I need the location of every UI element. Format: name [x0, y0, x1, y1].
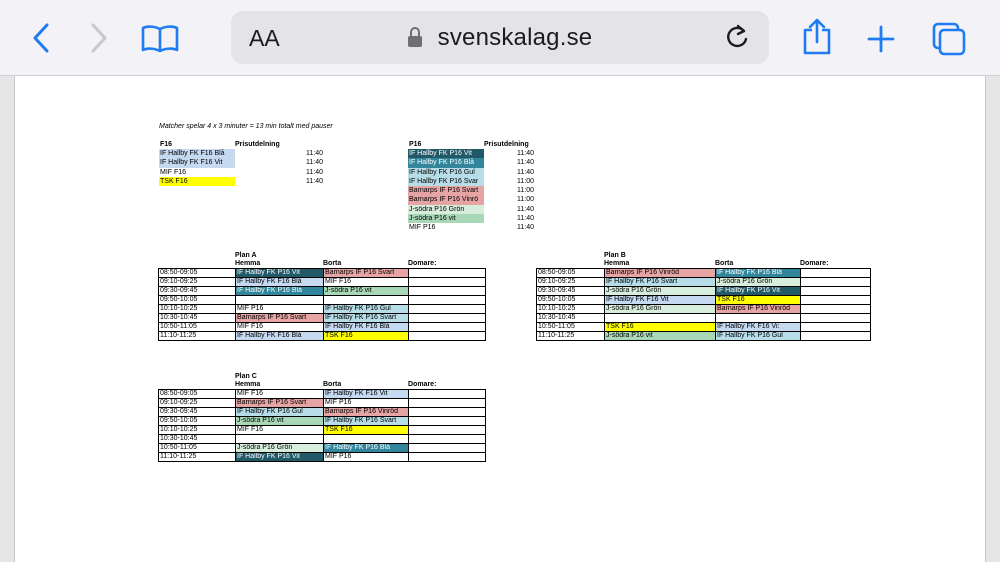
p16-team-name: IF Hallby FK P16 Vit: [408, 149, 484, 158]
back-icon[interactable]: [26, 22, 56, 54]
plan_c-match-row: [159, 444, 486, 453]
match-time: 10:50-11:05: [159, 444, 236, 453]
referee-cell: [409, 305, 486, 314]
p16-prize-time: 11:00: [517, 177, 534, 185]
referee-cell: [801, 287, 871, 296]
home-team: Barnarps IF P16 Svart: [236, 314, 324, 323]
home-team: MIF F16: [236, 390, 324, 399]
plan_a-match-row: [159, 287, 486, 296]
p16-prize-time: 11:40: [517, 168, 534, 176]
away-team: MIF F16: [324, 278, 409, 287]
match-time: 09:30-09:45: [159, 408, 236, 417]
p16-row: [408, 195, 544, 204]
home-team: IF Hallby FK P16 Vit: [236, 269, 324, 278]
f16-header: F16: [160, 141, 173, 148]
plan_b-match-row: [537, 287, 871, 296]
f16-team-name: IF Hallby FK F16 Vit: [159, 158, 235, 167]
plan_a-match-row: [159, 332, 486, 341]
referee-cell: [801, 314, 871, 323]
p16-prize-time: 11:40: [517, 159, 534, 167]
match-note: Matcher spelar 4 x 3 minuter = 13 min totalt med pauser: [159, 123, 333, 130]
referee-cell: [409, 390, 486, 399]
referee-cell: [801, 278, 871, 287]
p16-prize-time: 11:40: [517, 150, 534, 157]
p16-team-name: IF Hallby FK P16 Blå: [408, 158, 484, 167]
home-team: IF Hallby FK F16 Blå: [236, 332, 324, 341]
browser-toolbar: [0, 0, 1000, 76]
p16-row: [408, 214, 544, 223]
referee-cell: [801, 296, 871, 305]
p16-prize-header: Prisutdelning: [484, 141, 529, 148]
home-team: J-södra P16 Grön: [236, 444, 324, 453]
p16-team-name: J-södra P16 vit: [408, 214, 484, 223]
reload-icon[interactable]: [723, 23, 751, 56]
match-time: 09:10-09:25: [159, 399, 236, 408]
plan-a-title: Plan A: [235, 252, 257, 259]
home-team: J-södra P16 vit: [605, 332, 716, 341]
away-team: IF Hallby FK F16 Vi:: [716, 323, 801, 332]
away-team: TSK F16: [716, 296, 801, 305]
f16-row: [159, 158, 323, 167]
match-time: 09:10-09:25: [159, 278, 236, 287]
p16-row: [408, 223, 544, 232]
away-team: IF Hallby FK P16 Blå: [324, 444, 409, 453]
plan_b-match-row: [537, 332, 871, 341]
away-team: [324, 296, 409, 305]
away-team: IF Hallby FK P16 Gul: [324, 305, 409, 314]
url-text: svenskalag.se: [437, 24, 593, 51]
referee-cell: [801, 305, 871, 314]
referee-cell: [409, 408, 486, 417]
home-team: Barnarps IF P16 Svart: [236, 399, 324, 408]
f16-team-name: MIF F16: [159, 168, 235, 177]
home-team: J-södra P16 Grön: [605, 305, 716, 314]
referee-cell: [409, 269, 486, 278]
plan_b-match-row: [537, 314, 871, 323]
match-time: 10:30-10:45: [537, 314, 605, 323]
f16-prize-time: 11:40: [306, 177, 323, 185]
plan_b-match-row: [537, 305, 871, 314]
referee-cell: [409, 435, 486, 444]
match-time: 10:50-11:05: [537, 323, 605, 332]
new-tab-icon[interactable]: [864, 22, 898, 56]
plan_b-match-row: [537, 278, 871, 287]
plan-b-home-header: Hemma: [604, 260, 630, 267]
away-team: MIF P16: [324, 453, 409, 462]
plan-c-schedule: [158, 372, 486, 462]
home-team: IF Hallby FK P16 Svart: [605, 278, 716, 287]
plan-a-table: [158, 268, 486, 341]
match-time: 10:30-10:45: [159, 435, 236, 444]
home-team: IF Hallby FK F16 Blå: [236, 278, 324, 287]
p16-prize-time: 11:00: [517, 196, 534, 204]
home-team: J-södra P16 Grön: [605, 287, 716, 296]
p16-team-name: Barnarps IF P16 Vinrö: [408, 195, 484, 204]
plan_c-match-row: [159, 426, 486, 435]
referee-cell: [801, 323, 871, 332]
plan_c-match-row: [159, 399, 486, 408]
plan-c-ref-header: Domare:: [408, 381, 437, 388]
home-team: MIF F16: [236, 426, 324, 435]
p16-list: [408, 140, 544, 233]
f16-prize-time: 11:40: [306, 150, 323, 157]
referee-cell: [409, 417, 486, 426]
away-team: IF Hallby FK P16 Svart: [324, 314, 409, 323]
p16-team-name: IF Hallby FK P16 Svar: [408, 177, 484, 186]
home-team: [236, 435, 324, 444]
match-time: 09:10-09:25: [537, 278, 605, 287]
referee-cell: [409, 332, 486, 341]
away-team: TSK F16: [324, 426, 409, 435]
f16-list: [159, 140, 323, 186]
referee-cell: [801, 332, 871, 341]
referee-cell: [801, 269, 871, 278]
match-time: 08:50-09:05: [159, 390, 236, 399]
p16-prize-time: 11:00: [517, 187, 534, 195]
p16-team-name: MIF P16: [408, 223, 484, 232]
away-team: IF Hallby FK P16 Vit: [716, 287, 801, 296]
match-time: 09:30-09:45: [537, 287, 605, 296]
match-time: 10:10-10:25: [159, 305, 236, 314]
away-team: [716, 314, 801, 323]
p16-row: [408, 205, 544, 214]
p16-row: [408, 168, 544, 177]
plan_a-match-row: [159, 323, 486, 332]
plan_a-match-row: [159, 269, 486, 278]
away-team: IF Hallby FK P16 Svart: [324, 417, 409, 426]
home-team: IF Hallby FK P16 Gul: [236, 408, 324, 417]
tabs-icon[interactable]: [929, 20, 969, 58]
referee-cell: [409, 426, 486, 435]
p16-row: [408, 177, 544, 186]
document-page: [14, 76, 986, 562]
plan_a-match-row: [159, 314, 486, 323]
match-time: 10:10-10:25: [537, 305, 605, 314]
plan_c-match-row: [159, 417, 486, 426]
plan-b-title: Plan B: [604, 252, 626, 259]
away-team: Barnarps IF P16 Vinröd: [716, 305, 801, 314]
away-team: Barnarps IF P16 Svart: [324, 269, 409, 278]
p16-row: [408, 186, 544, 195]
referee-cell: [409, 296, 486, 305]
home-team: IF Hallby FK P16 Vit: [236, 453, 324, 462]
referee-cell: [409, 453, 486, 462]
plan-a-ref-header: Domare:: [408, 260, 437, 267]
plan-a-schedule: [158, 251, 486, 341]
away-team: J-södra P16 vit: [324, 287, 409, 296]
plan-b-table: [536, 268, 871, 341]
p16-row: [408, 149, 544, 158]
f16-row: [159, 149, 323, 158]
referee-cell: [409, 287, 486, 296]
f16-team-name: IF Hallby FK F16 Blå: [159, 149, 235, 158]
referee-cell: [409, 444, 486, 453]
plan-b-schedule: [536, 251, 871, 341]
plan_a-match-row: [159, 278, 486, 287]
match-time: 11:10-11:25: [159, 453, 236, 462]
away-team: J-södra P16 Grön: [716, 278, 801, 287]
away-team: TSK F16: [324, 332, 409, 341]
match-time: 09:30-09:45: [159, 287, 236, 296]
f16-prize-time: 11:40: [306, 168, 323, 176]
p16-prize-time: 11:40: [517, 224, 534, 232]
away-team: IF Hallby FK P16 Gul: [716, 332, 801, 341]
referee-cell: [409, 314, 486, 323]
plan_b-match-row: [537, 269, 871, 278]
plan_b-match-row: [537, 323, 871, 332]
p16-prize-time: 11:40: [517, 215, 534, 223]
home-team: [236, 296, 324, 305]
away-team: IF Hallby FK P16 Blå: [716, 269, 801, 278]
away-team: [324, 435, 409, 444]
away-team: MIF P16: [324, 399, 409, 408]
p16-team-name: J-södra P16 Grön: [408, 205, 484, 214]
p16-row: [408, 158, 544, 167]
plan-c-title: Plan C: [235, 373, 257, 380]
home-team: MIF F16: [236, 323, 324, 332]
home-team: Barnarps IF P16 Vinröd: [605, 269, 716, 278]
home-team: IF Hallby FK F16 Vit: [605, 296, 716, 305]
match-time: 09:50-10:05: [537, 296, 605, 305]
referee-cell: [409, 399, 486, 408]
aa-label: AA: [249, 25, 280, 51]
f16-team-name: TSK F16: [159, 177, 235, 186]
plan_c-match-row: [159, 453, 486, 462]
plan_a-match-row: [159, 296, 486, 305]
plan-a-away-header: Borta: [323, 260, 342, 267]
home-team: J-södra P16 vit: [236, 417, 324, 426]
share-icon[interactable]: [800, 18, 834, 56]
forward-icon[interactable]: [84, 22, 114, 54]
p16-team-name: IF Hallby FK P16 Gul: [408, 168, 484, 177]
plan_c-match-row: [159, 435, 486, 444]
plan-b-ref-header: Domare:: [800, 260, 829, 267]
match-time: 08:50-09:05: [159, 269, 236, 278]
f16-row: [159, 168, 323, 177]
plan_a-match-row: [159, 305, 486, 314]
f16-prize-time: 11:40: [306, 159, 323, 167]
plan-c-table: [158, 389, 486, 462]
match-time: 11:10-11:25: [159, 332, 236, 341]
plan-c-home-header: Hemma: [235, 381, 261, 388]
f16-prize-header: Prisutdelning: [235, 141, 280, 148]
plan_c-match-row: [159, 390, 486, 399]
match-time: 08:50-09:05: [537, 269, 605, 278]
away-team: IF Hallby FK F16 Vit: [324, 390, 409, 399]
bookmarks-icon[interactable]: [138, 22, 182, 54]
referee-cell: [409, 323, 486, 332]
home-team: TSK F16: [605, 323, 716, 332]
match-time: 10:30-10:45: [159, 314, 236, 323]
plan_c-match-row: [159, 408, 486, 417]
p16-header: P16: [409, 141, 422, 148]
p16-team-name: Barnarps IF P16 Svart: [408, 186, 484, 195]
referee-cell: [409, 278, 486, 287]
plan_b-match-row: [537, 296, 871, 305]
match-time: 09:50-10:05: [159, 417, 236, 426]
away-team: Barnarps IF P16 Vinröd: [324, 408, 409, 417]
home-team: IF Hallby FK P16 Blå: [236, 287, 324, 296]
address-bar[interactable]: [231, 11, 769, 64]
match-time: 10:50-11:05: [159, 323, 236, 332]
home-team: [605, 314, 716, 323]
home-team: MIF P16: [236, 305, 324, 314]
f16-row: [159, 177, 323, 186]
match-time: 09:50-10:05: [159, 296, 236, 305]
match-time: 10:10-10:25: [159, 426, 236, 435]
match-time: 11:10-11:25: [537, 332, 605, 341]
plan-c-away-header: Borta: [323, 381, 342, 388]
away-team: IF Hallby FK F16 Blå: [324, 323, 409, 332]
p16-prize-time: 11:40: [517, 205, 534, 213]
plan-b-away-header: Borta: [715, 260, 734, 267]
plan-a-home-header: Hemma: [235, 260, 261, 267]
